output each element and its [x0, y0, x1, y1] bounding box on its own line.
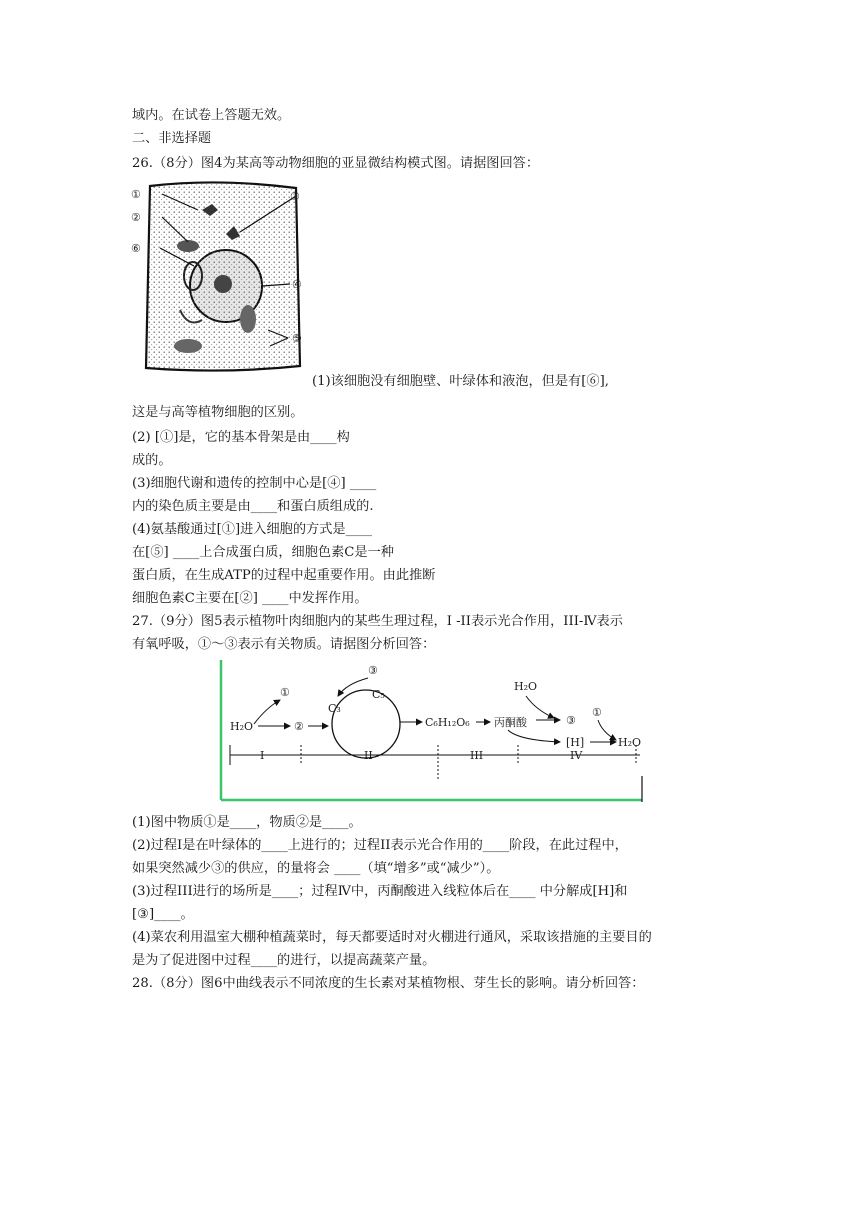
- h2o-left: H₂O: [230, 720, 254, 733]
- text-line: 成的。: [132, 453, 172, 468]
- text-line: (4)氨基酸通过[①]进入细胞的方式是____: [132, 522, 372, 537]
- substance-1-label: ①: [280, 686, 290, 699]
- h2o-top: H₂O: [514, 680, 538, 693]
- text-line: (4)菜农利用温室大棚种植蔬菜时，每天都要适时对火棚进行通风，采取该措施的主要目的: [132, 930, 652, 945]
- stage-4-label: IV: [570, 749, 583, 762]
- text-line: (1)图中物质①是____，物质②是____。: [132, 815, 362, 830]
- text-line: (2) [①]是，它的基本骨架是由____构: [132, 430, 350, 445]
- question-27-title: 27.（9分）图5表示植物叶肉细胞内的某些生理过程，I -II表示光合作用，III-Ⅳ表示: [132, 614, 623, 629]
- text-line: 在[⑤] ____上合成蛋白质，细胞色素C是一种: [132, 545, 394, 560]
- stage-1-label: I: [260, 749, 265, 762]
- section-heading: 二、非选择题: [132, 131, 212, 146]
- substance-1-right: ①: [592, 706, 602, 719]
- cell-label-4: ④: [292, 278, 302, 291]
- substance-2-label: ②: [294, 720, 304, 733]
- substance-3-top: ③: [368, 664, 378, 677]
- text-line: (1)该细胞没有细胞壁、叶绿体和液泡，但是有[⑥],: [312, 374, 609, 389]
- text-line: 蛋白质，在生成ATP的过程中起重要作用。由此推断: [132, 568, 436, 583]
- cell-label-5: ⑤: [292, 332, 302, 345]
- text-line: 细胞色素C主要在[②] ____中发挥作用。: [132, 591, 368, 606]
- text-line: (3)细胞代谢和遗传的控制中心是[④] ____: [132, 476, 377, 491]
- text-line: (3)过程III进行的场所是____；过程Ⅳ中，丙酮酸进入线粒体后在____ 中分解成[H]和: [132, 884, 628, 899]
- pyruvate-label: 丙酮酸: [494, 716, 527, 729]
- c3-label: C₃: [328, 702, 341, 715]
- text-line: [③]____。: [132, 907, 194, 922]
- text-line: 有氧呼吸，①～③表示有关物质。请据图分析回答：: [132, 637, 436, 652]
- h-label: [H]: [566, 736, 585, 749]
- cell-label-6: ⑥: [131, 242, 141, 255]
- text-line: 域内。在试卷上答题无效。: [132, 108, 291, 123]
- text-line: 是为了促进图中过程____的进行，以提高蔬菜产量。: [132, 953, 436, 968]
- text-line: 如果突然减少③的供应，的量将会 ____（填“增多”或“减少”）。: [132, 861, 500, 876]
- text-line: (2)过程I是在叶绿体的____上进行的；过程II表示光合作用的____阶段，在此过程中，: [132, 838, 628, 853]
- cell-diagram: [128, 176, 310, 384]
- c5-label: C₅: [372, 688, 385, 701]
- substance-3-right: ③: [566, 714, 576, 727]
- cell-label-2: ②: [131, 211, 141, 224]
- text-line: 内的染色质主要是由____和蛋白质组成的.: [132, 499, 374, 514]
- stage-2-label: II: [364, 749, 373, 762]
- stage-3-label: III: [470, 749, 484, 762]
- h2o-right: H₂O: [618, 736, 642, 749]
- question-26-title: 26.（8分）图4为某高等动物细胞的亚显微结构模式图。请据图回答：: [132, 156, 540, 171]
- glucose-label: C₆H₁₂O₆: [425, 716, 470, 729]
- process-diagram: [218, 660, 646, 804]
- cell-label-1: ①: [131, 188, 141, 201]
- text-line: 这是与高等植物细胞的区别。: [132, 405, 304, 420]
- cell-label-3: ③: [290, 190, 300, 203]
- question-28-title: 28.（8分）图6中曲线表示不同浓度的生长素对某植物根、芽生长的影响。请分析回答：: [132, 976, 645, 991]
